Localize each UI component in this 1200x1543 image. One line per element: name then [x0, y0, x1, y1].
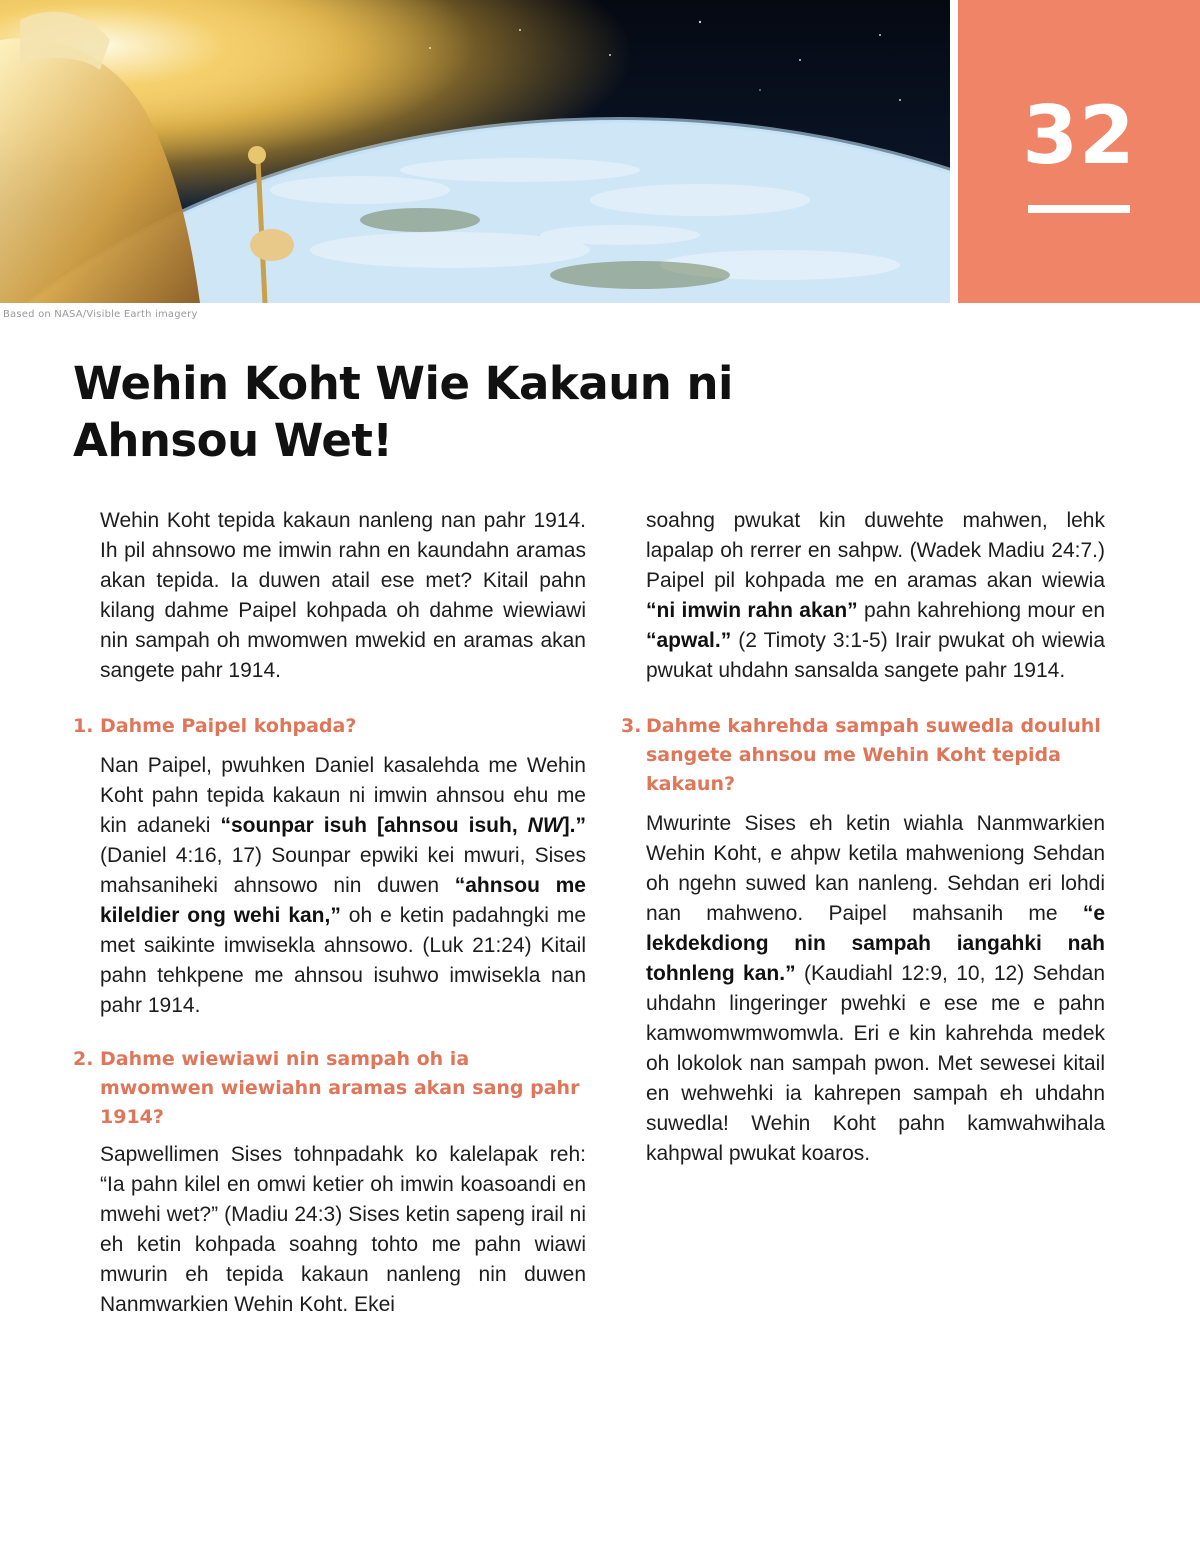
section-1-paragraph: [100, 751, 586, 1021]
bold-quote: “ahnsou me kileldier ong wehi kan,”: [100, 874, 586, 927]
chapter-underline: [1028, 205, 1130, 213]
text-run: pahn kahrehiong mour en: [857, 599, 1106, 622]
section-number: 1.: [73, 715, 94, 737]
chapter-number: 32: [1022, 89, 1136, 182]
bold-quote: “e lekdekdiong nin sampah iangahki nah tohnleng kan.”: [646, 902, 1105, 985]
italic-abbrev: NW: [527, 814, 563, 837]
bold-quote: [220, 814, 586, 837]
text-run: oh e ketin padahngki me met saikinte imwisekla ahnsowo. (Luk 21:24) Kitail pahn tehkpene me ahnsou isuhwo imwisekla nan pahr 1914.: [100, 904, 586, 1017]
right-column: [621, 506, 1105, 1169]
section-question: Dahme wiewiawi nin sampah oh ia mwomwen wiewiahn aramas akan sang pahr 1914?: [100, 1048, 580, 1128]
section-2-paragraph-a: Sapwellimen Sises tohnpadahk ko kalelapak reh: “Ia pahn kilel en omwi ketier oh imwin koasoandi en mwehi wet?” (Madiu 24:3) Sises ketin sapeng irail ni eh ketin kohpada soahng tohto me pahn wiawi mwurin eh tepida kakaun nanleng nin duwen Nanmwarkien Wehin Koht. Ekei: [100, 1143, 586, 1316]
section-number: 3.: [621, 715, 642, 737]
section-3-paragraph: [646, 809, 1105, 1169]
section-question: Dahme kahrehda sampah suwedla douluhl sangete ahnsou me Wehin Koht tepida kakaun?: [646, 715, 1101, 795]
section-heading-1: [73, 712, 586, 741]
bold-run: ].”: [562, 814, 586, 837]
bold-quote: “ni imwin rahn akan”: [646, 599, 858, 622]
bold-quote: “apwal.”: [646, 629, 732, 652]
page-title: Wehin Koht Wie Kakaun ni Ahnsou Wet!: [73, 357, 733, 467]
bold-run: “sounpar isuh [ahnsou isuh,: [220, 814, 528, 837]
hero-image-earth-from-space: [0, 0, 950, 303]
chapter-badge: [958, 0, 1200, 303]
text-run: (2 Timoty 3:1-5) Irair pwukat oh wiewia pwukat uhdahn sansalda sangete pahr 1914.: [646, 629, 1105, 682]
text-run: (Daniel 4:16, 17) Sounpar epwiki kei mwuri, Sises mahsaniheki ahnsowo nin duwen: [100, 844, 586, 897]
text-run: Mwurinte Sises eh ketin wiahla Nanmwarkien Wehin Koht, e ahpw ketila mahweniong Sehdan oh ngehn suwed kan nanleng. Sehdan eri lohdi nan mahweno. Paipel mahsanih me: [646, 812, 1105, 925]
section-heading-2: [73, 1045, 586, 1132]
section-question: Dahme Paipel kohpada?: [100, 715, 357, 737]
text-run: (Kaudiahl 12:9, 10, 12) Sehdan uhdahn lingeringer pwehki e ese me e pahn kamwomwmwomwla. Eri e kin kahrehda medek oh lokolok nan sampah pwon. Met sewesei kitail en wehwehki ia kahrepen sampah eh uhdahn suwedla! Wehin Koht pahn kamwahwihala kahpwal pwukat koaros.: [646, 962, 1105, 1165]
text-run: Nan Paipel, pwuhken Daniel kasalehda me Wehin Koht pahn tepida kakaun ni imwin ahnsou ehu me kin adaneki: [100, 754, 586, 837]
text-run: soahng pwukat kin duwehte mahwen, lehk lapalap oh rerrer en sahpw. (Wadek Madiu 24:7.) Paipel pil kohpada me en aramas akan wiewia: [646, 509, 1105, 592]
section-2-paragraph-b: [646, 506, 1105, 686]
section-heading-3: [621, 712, 1105, 799]
intro-paragraph: Wehin Koht tepida kakaun nanleng nan pahr 1914. Ih pil ahnsowo me imwin rahn en kaundahn aramas akan tepida. Ia duwen atail ese met? Kitail pahn kilang dahme Paipel kohpada oh dahme wiewiawi nin sampah oh mwomwen mwekid en aramas akan sangete pahr 1914.: [100, 509, 586, 682]
left-column: [73, 506, 586, 1320]
section-number: 2.: [73, 1048, 94, 1070]
image-credit: Based on NASA/Visible Earth imagery: [3, 309, 198, 320]
